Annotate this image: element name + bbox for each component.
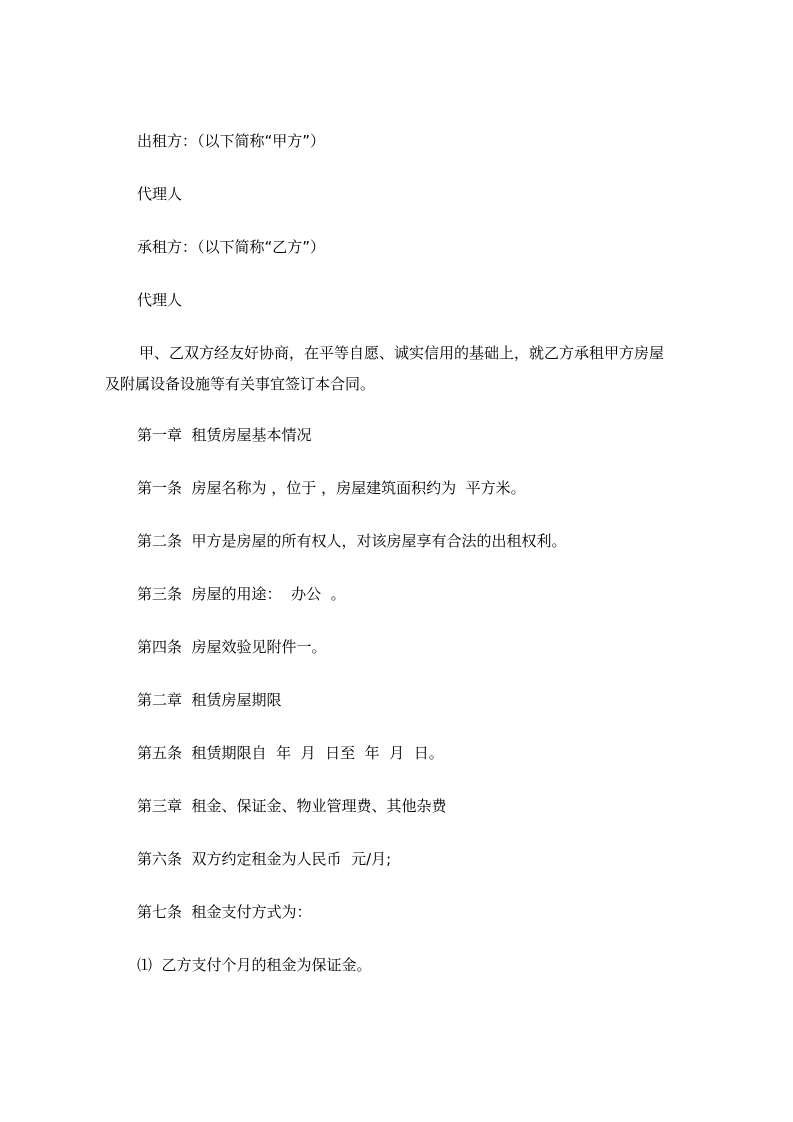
article-6: 第六条 双方约定租金为人民币 元/月; xyxy=(137,850,392,868)
article-1: 第一条 房屋名称为 ，位于 ，房屋建筑面积约为 平方米。 xyxy=(137,479,526,497)
preamble-line-2: 及附属设备设施等有关事宜签订本合同。 xyxy=(105,375,376,393)
preamble-line-1: 甲、乙双方经友好协商，在平等自愿、诚实信用的基础上，就乙方承租甲方房屋 xyxy=(139,344,665,362)
article-7: 第七条 租金支付方式为： xyxy=(137,903,312,921)
item-1: ⑴ 乙方支付个月的租金为保证金。 xyxy=(137,956,372,974)
chapter-3-heading: 第三章 租金、保证金、物业管理费、其他杂费 xyxy=(137,797,447,815)
chapter-2-heading: 第二章 租赁房屋期限 xyxy=(137,691,282,709)
article-2: 第二条 甲方是房屋的所有权人，对该房屋享有合法的出租权利。 xyxy=(137,532,567,550)
chapter-1-heading: 第一章 租赁房屋基本情况 xyxy=(137,426,312,444)
lessor-line: 出租方：（以下简称“甲方”） xyxy=(137,132,326,150)
preamble-paragraph xyxy=(105,343,695,394)
article-5: 第五条 租赁期限自 年 月 日至 年 月 日。 xyxy=(137,744,444,762)
article-4: 第四条 房屋效验见附件一。 xyxy=(137,638,327,656)
lessee-line: 承租方：（以下简称“乙方”） xyxy=(137,238,326,256)
article-3: 第三条 房屋的用途： 办公 。 xyxy=(137,585,346,603)
lessor-agent-line: 代理人 xyxy=(137,185,183,203)
lessee-agent-line: 代理人 xyxy=(137,291,183,309)
